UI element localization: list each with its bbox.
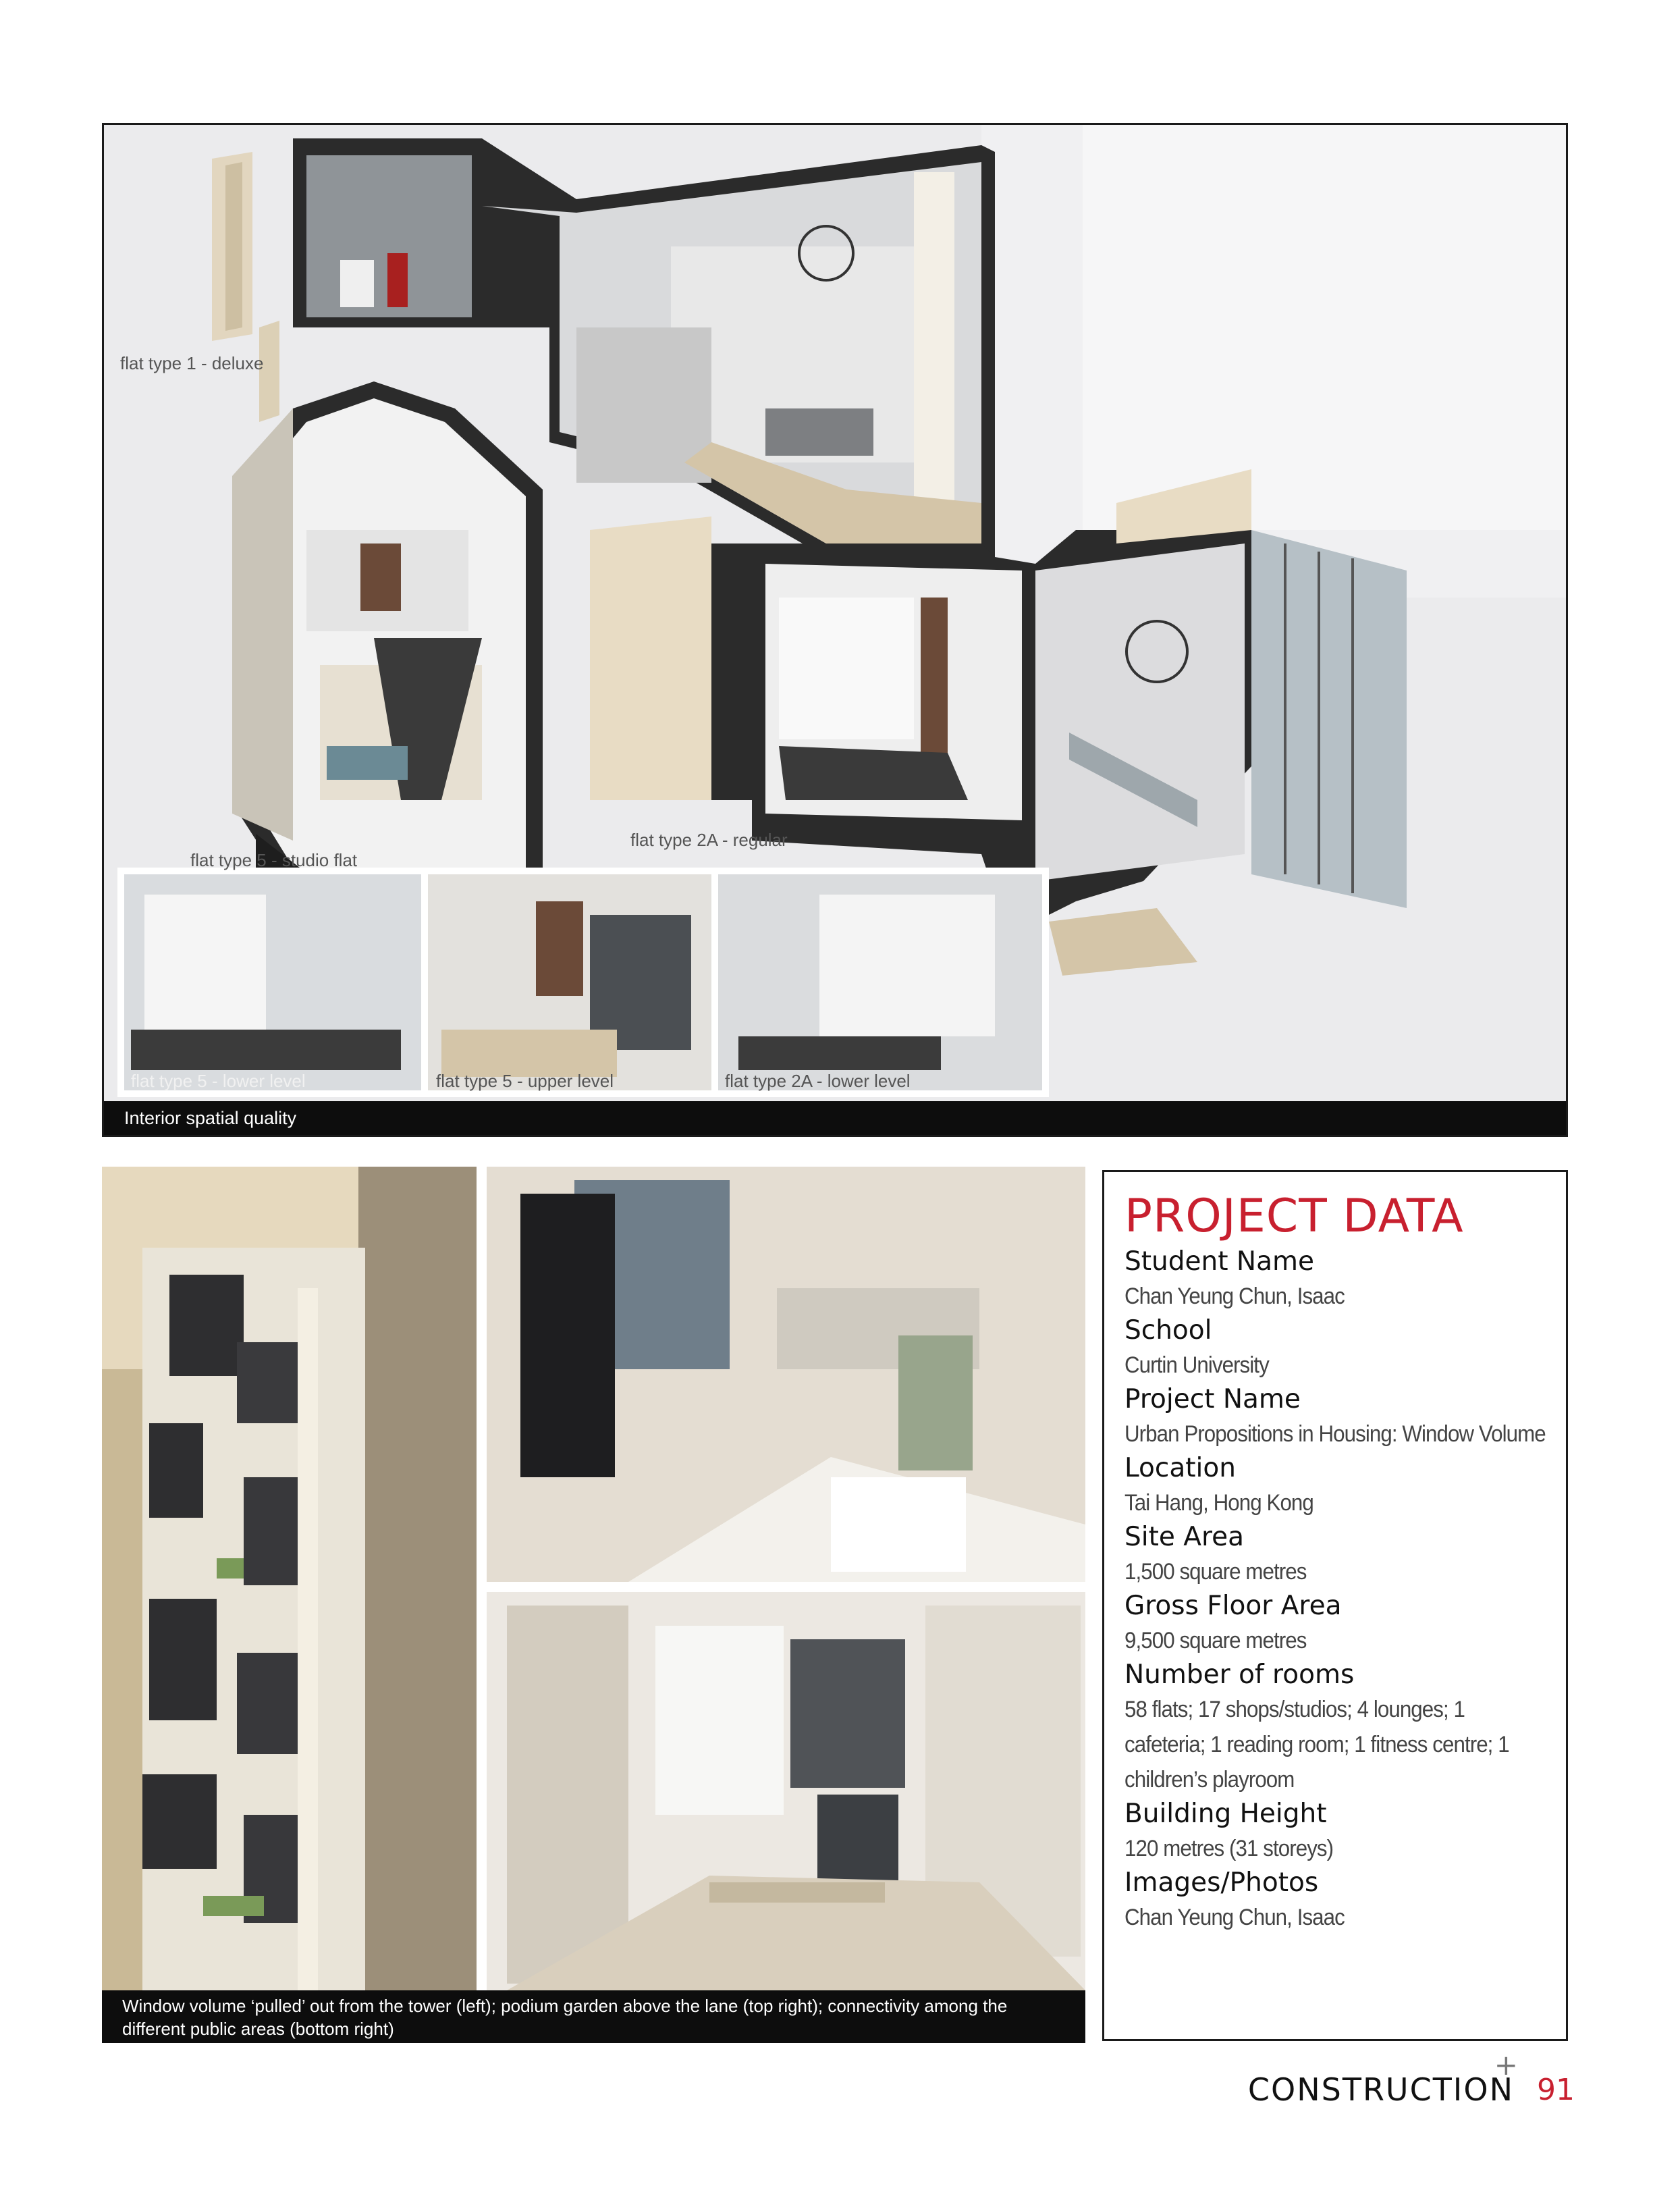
student-name-label: Student Name [1124,1246,1314,1277]
exterior-caption: Window volume ‘pulled’ out from the tower (left); podium garden above the lane (top right); connectivity among the different public areas (bottom right) [102,1990,1085,2043]
building-height-label: Building Height [1124,1799,1327,1829]
site-area-value: 1,500 square metres [1124,1559,1307,1585]
interior-sections-illustration [104,125,1566,1103]
number-of-rooms-label: Number of rooms [1124,1660,1355,1690]
location-label: Location [1124,1453,1236,1483]
building-height-value: 120 metres (31 storeys) [1124,1836,1334,1861]
school-value: Curtin University [1124,1352,1269,1378]
podium-garden-rendering [487,1167,1085,1582]
school-label: School [1124,1315,1212,1346]
page-footer [1247,2048,1575,2113]
exterior-renderings [102,1167,1085,2043]
images-photos-label: Images/Photos [1124,1867,1319,1898]
inset-renderings [117,868,1049,1097]
page-number: 91 [1537,2072,1575,2107]
public-areas-rendering [487,1592,1085,1990]
brand-plus-mark: + [1494,2048,1519,2081]
label-studio: flat type 5 - studio flat [190,850,358,870]
exterior-figure [102,1167,1085,2043]
interior-caption: Interior spatial quality [104,1101,1566,1135]
interior-figure [102,123,1568,1137]
project-name-label: Project Name [1124,1384,1301,1414]
project-name-value: Urban Propositions in Housing: Window Volume [1124,1421,1546,1447]
gross-floor-area-label: Gross Floor Area [1124,1591,1342,1621]
images-photos-value: Chan Yeung Chun, Isaac [1124,1905,1345,1930]
student-name-value: Chan Yeung Chun, Isaac [1124,1283,1345,1309]
label-lower-2a: flat type 2A - lower level [725,1071,911,1091]
project-data-panel [1102,1170,1568,2041]
label-lower-5: flat type 5 - lower level [131,1071,306,1091]
magazine-brand [1247,2048,1519,2108]
number-of-rooms-value: 58 flats; 17 shops/studios; 4 lounges; 1 cafeteria; 1 reading room; 1 fitness centre; 1 children’s playroom [1124,1697,1509,1793]
label-regular: flat type 2A - regular [630,830,788,850]
brand-text: CONSTRUCTION [1247,2071,1514,2108]
tower-rendering [102,1167,477,1990]
label-deluxe: flat type 1 - deluxe [120,353,264,373]
gross-floor-area-value: 9,500 square metres [1124,1628,1307,1653]
label-upper-5: flat type 5 - upper level [436,1071,614,1091]
location-value: Tai Hang, Hong Kong [1124,1490,1313,1516]
project-data-title: PROJECT DATA [1124,1190,1464,1243]
site-area-label: Site Area [1124,1522,1245,1552]
